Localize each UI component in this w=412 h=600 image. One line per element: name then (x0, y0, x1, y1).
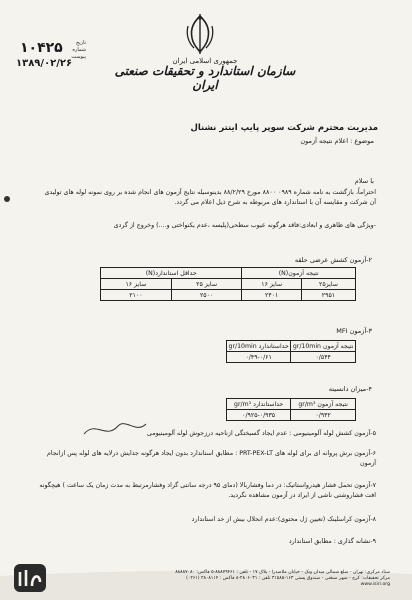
test2-title: ۲-آزمون کشش عرضی حلقه (294, 256, 372, 264)
item-5: ۵-آزمون کشش لوله آلومینیومی : عدم ایجاد گسیختگی ازناحیه درزجوش لوله آلومینیومی (147, 430, 376, 437)
item-8: ۸-آزمون کراسلینک (تعیین ژل محتوی):عدم انحلال بیش از حد استاندارد (191, 516, 376, 523)
salutation: با سلام (354, 177, 374, 185)
table-cell: ۰/۴۹-۰/۶۱ (227, 352, 291, 363)
item-7: ۷-آزمون تحمل فشار هیدرواستاتیک: در دما وفشاربالا (دمای ۹۵ درجه سانتی گراد وفشارمرتبط به مدت زمان یک ساعت ) هیچگونه افت فشاروشتی ناشی از ایراد در آزمون مشاهده نگردید. (39, 482, 376, 499)
table-cell: سایز ۲۵ (171, 279, 242, 290)
item-6: ۶-آزمون برش پروانه ای برای لوله های PRT-PEX-LT : مطابق استاندارد بدون ایجاد هرگونه جدایش درلایه های لوله پس ازانجام آزمون (47, 450, 376, 467)
table-cell: ۲۵۰۰ (171, 290, 242, 301)
table-cell: ۰/۹۲۵-۰/۹۳۵ (227, 410, 291, 421)
country-name: جمهوری اسلامی ایران (172, 57, 238, 65)
isiri-logo-icon (10, 560, 50, 596)
density-table (226, 398, 356, 421)
recipient: مدیریت محترم شرکت سوپر پایپ اینتر نشنال (190, 123, 378, 133)
test4-title: ۴-میزان دانسیته (328, 385, 372, 393)
table-header-standard: حداستاندارد gr/m³ (227, 399, 291, 410)
table-cell: ۲۴۰۱ (242, 290, 301, 301)
visual-inspection: -ویژگی های ظاهری و ابعادی:فاقد هرگونه عیوب سطحی(پلیسه ،عدم یکنواختی و....) وخروج از گردی (113, 222, 376, 229)
mfi-table (226, 340, 356, 363)
test3-title: ۳-آزمون MFI (336, 327, 372, 335)
item-9: ۹-نشانه گذاری : مطابق استاندارد (288, 538, 376, 545)
subject-line: موضوع : اعلام نتیجه آزمون (300, 137, 374, 145)
punch-hole (4, 196, 10, 202)
table-cell: ۰/۹۳۲ (291, 410, 356, 421)
table-cell: ۲۹۵۱ (301, 290, 355, 301)
reference-number: ۱۰۴۲۵ (20, 40, 63, 56)
table-cell: سایز۲۵ (301, 279, 355, 290)
table-cell: ۲۱۰۰ (101, 290, 172, 301)
table-header-standard: حداقل استاندارد(N) (101, 268, 242, 279)
table-cell: سایز ۱۶ (242, 279, 301, 290)
table-cell: سایز ۱۶ (101, 279, 172, 290)
iran-emblem-icon (180, 12, 220, 56)
table-header-result: نتیجه آزمون(N) (242, 268, 356, 279)
reference-date: ۱۳۸۹/۰۲/۲۶ (16, 58, 73, 69)
ring-tensile-table (100, 267, 356, 301)
footer-address: ستاد مرکزی: تهران - ضلع شمالی میدان ونک - خیابان ملاصدرا - پلاک ۱۷ - تلفن : ۸۸۸۷۹۴۶۱-۵ فاکس: ۸۸۸۸۷۰۸۰ مرکز تحقیقات: کرج - شهر صنعتی - صندوق پستی ۱۶۳-۳۱۵۸۵ تلفن : ۲۸۰۶۰۳۱-۸ فاکس : ۲۸۰۸۱۱۴ (۰۲۶۱) www.isiri.org (175, 570, 390, 587)
intro-paragraph: احتراماً، بازگشت به نامه شماره ۰۹۸۹ ۸۸۰۰ مورخ ۸۸/۲/۲۹ بدینوسیله نتایج آزمون های انجام شده بر روی نمونه لوله های تولیدی آن شرکت و مقایسه آن با استاندارد های مربوطه به شرح ذیل اعلام می گردد. (44, 189, 376, 206)
table-header-result: نتیجه آزمون gr/m³ (291, 399, 356, 410)
table-cell: ۰/۵۴۴ (291, 352, 356, 363)
organization-name: سازمان استاندارد و تحقیقات صنعتی ایران (114, 64, 296, 92)
table-header-standard: حداستاندارد gr/10min (227, 341, 291, 352)
table-header-result: نتیجه آزمون gr/10min (291, 341, 356, 352)
reference-labels: تاریخ شماره پیوست (71, 40, 86, 60)
